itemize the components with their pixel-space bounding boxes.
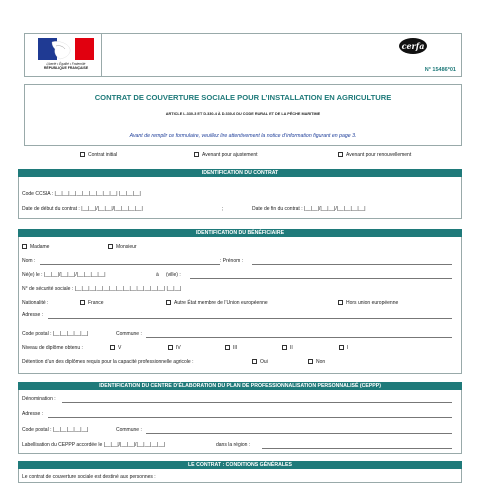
- nationality-option-label: Hors union européenne: [346, 300, 399, 306]
- cerfa-number: N° 15486*01: [424, 67, 456, 73]
- section-ceppp-title: IDENTIFICATION DU CENTRE D’ÉLABORATION DU PLAN DE PROFESSIONNALISATION PERSONNALISÉ (CEPPP): [18, 382, 462, 390]
- monsieur-option[interactable]: [108, 244, 137, 250]
- region-label: dans la région :: [216, 442, 251, 448]
- madame-option[interactable]: [22, 244, 49, 250]
- contract-type-adjustment[interactable]: [194, 152, 258, 158]
- checkbox-icon[interactable]: [168, 345, 173, 350]
- diploma-label: Niveau de diplôme obtenu :: [22, 345, 83, 351]
- denomination-input[interactable]: [62, 402, 452, 403]
- commune-label: Commune :: [116, 331, 142, 337]
- holding-yes[interactable]: [252, 359, 268, 365]
- contract-type-initial[interactable]: [80, 152, 117, 158]
- secu-field[interactable]: N° de sécurité sociale : |__|__|__|__|__|__|__|__|__|__|__|__|__| |__|__|: [22, 286, 182, 292]
- denomination-label: Dénomination :: [22, 396, 56, 402]
- checkbox-icon[interactable]: [108, 244, 113, 249]
- diploma-option-label: II: [290, 345, 293, 351]
- contract-type-label: Avenant pour ajustement: [202, 152, 258, 158]
- end-date-field[interactable]: Date de fin du contrat : |__|__|/|__|__|/|__|__|__|__|: [252, 206, 366, 212]
- holding-label: Détention d’un des diplômes requis pour la capacité professionnelle agricole :: [22, 359, 194, 365]
- ville-label: (ville) :: [166, 272, 181, 278]
- nom-input[interactable]: [40, 264, 220, 265]
- contract-type-label: Contrat initial: [88, 152, 118, 158]
- diploma-option-label: V: [118, 345, 122, 351]
- nationality-eu[interactable]: [166, 300, 268, 306]
- holding-no[interactable]: [308, 359, 325, 365]
- postal-code-field[interactable]: Code postal : |__|__|__|__|__|: [22, 331, 89, 337]
- adresse-input[interactable]: [48, 318, 452, 319]
- checkbox-icon[interactable]: [110, 345, 115, 350]
- no-label: Non: [316, 359, 326, 365]
- form-notice: Avant de remplir ce formulaire, veuillez lire attentivement la notice d’information figurant en page 3.: [129, 133, 357, 139]
- birth-date-field[interactable]: Né(e) le : |__|__|/|__|__|/|__|__|__|__|: [22, 272, 106, 278]
- checkbox-icon[interactable]: [194, 152, 199, 157]
- nationality-france[interactable]: [80, 300, 104, 306]
- monsieur-label: Monsieur: [116, 244, 137, 250]
- ville-input[interactable]: [190, 278, 452, 279]
- ccsia-field[interactable]: Code CCSIA : |__|__|__|__|__|__|__|__|__| |__|__|__|: [22, 191, 141, 197]
- checkbox-icon[interactable]: [338, 152, 343, 157]
- madame-label: Madame: [30, 244, 50, 250]
- section-contract-title: IDENTIFICATION DU CONTRAT: [18, 169, 462, 177]
- diploma-iv[interactable]: [168, 345, 181, 351]
- nationality-option-label: Autre État membre de l’Union européenne: [174, 300, 268, 306]
- yes-label: Oui: [260, 359, 268, 365]
- marianne-republic: RÉPUBLIQUE FRANÇAISE: [43, 66, 89, 70]
- region-input[interactable]: [262, 448, 452, 449]
- contract-type-renewal[interactable]: [338, 152, 411, 158]
- diploma-ii[interactable]: [282, 345, 293, 351]
- ceppp-adresse-input[interactable]: [48, 417, 452, 418]
- checkbox-icon[interactable]: [308, 359, 313, 364]
- section-conditions-title: LE CONTRAT : CONDITIONS GÉNÉRALES: [18, 461, 462, 469]
- checkbox-icon[interactable]: [339, 345, 344, 350]
- labellisation-date-field[interactable]: Labellisation du CEPPP accordée le |__|__|/|__|__|/|__|__|__|__|: [22, 442, 166, 448]
- birth-a-label: à: [156, 272, 159, 278]
- conditions-text: Le contrat de couverture sociale est destiné aux personnes :: [22, 474, 156, 480]
- diploma-v[interactable]: [110, 345, 121, 351]
- nationality-non-eu[interactable]: [338, 300, 398, 306]
- contract-type-label: Avenant pour renouvellement: [346, 152, 412, 158]
- ceppp-commune-label: Commune :: [116, 427, 142, 433]
- checkbox-icon[interactable]: [80, 152, 85, 157]
- section-beneficiary-title: IDENTIFICATION DU BÉNÉFICIAIRE: [18, 229, 462, 237]
- checkbox-icon[interactable]: [80, 300, 85, 305]
- diploma-option-label: IV: [176, 345, 181, 351]
- form-title: CONTRAT DE COUVERTURE SOCIALE POUR L’INSTALLATION EN AGRICULTURE: [94, 93, 392, 102]
- diploma-option-label: III: [233, 345, 238, 351]
- prenom-label: : Prénom :: [220, 258, 244, 264]
- ceppp-adresse-label: Adresse :: [22, 411, 44, 417]
- diploma-i[interactable]: [339, 345, 348, 351]
- commune-input[interactable]: [146, 337, 452, 338]
- marianne-motto: Liberté • Égalité • Fraternité: [46, 62, 86, 66]
- diploma-iii[interactable]: [225, 345, 237, 351]
- nationality-label: Nationalité :: [22, 300, 49, 306]
- prenom-input[interactable]: [252, 264, 452, 265]
- checkbox-icon[interactable]: [166, 300, 171, 305]
- nom-label: Nom :: [22, 258, 36, 264]
- adresse-label: Adresse :: [22, 312, 44, 318]
- nationality-option-label: France: [88, 300, 104, 306]
- checkbox-icon[interactable]: [225, 345, 230, 350]
- ceppp-commune-input[interactable]: [146, 433, 452, 434]
- form-article: ARTICLE L.330-3 ET D.330-4 À D.330-6 DU CODE RURAL ET DE LA PÊCHE MARITIME: [165, 112, 321, 116]
- marianne-logo: [38, 38, 94, 62]
- checkbox-icon[interactable]: [282, 345, 287, 350]
- checkbox-icon[interactable]: [22, 244, 27, 249]
- separator: ;: [222, 206, 224, 212]
- start-date-field[interactable]: Date de début du contrat : |__|__|/|__|__|/|__|__|__|__|: [22, 206, 143, 212]
- cerfa-logo-text: cerfa: [401, 41, 425, 51]
- checkbox-icon[interactable]: [252, 359, 257, 364]
- ceppp-postal-code-field[interactable]: Code postal : |__|__|__|__|__|: [22, 427, 89, 433]
- diploma-option-label: I: [347, 345, 349, 351]
- checkbox-icon[interactable]: [338, 300, 343, 305]
